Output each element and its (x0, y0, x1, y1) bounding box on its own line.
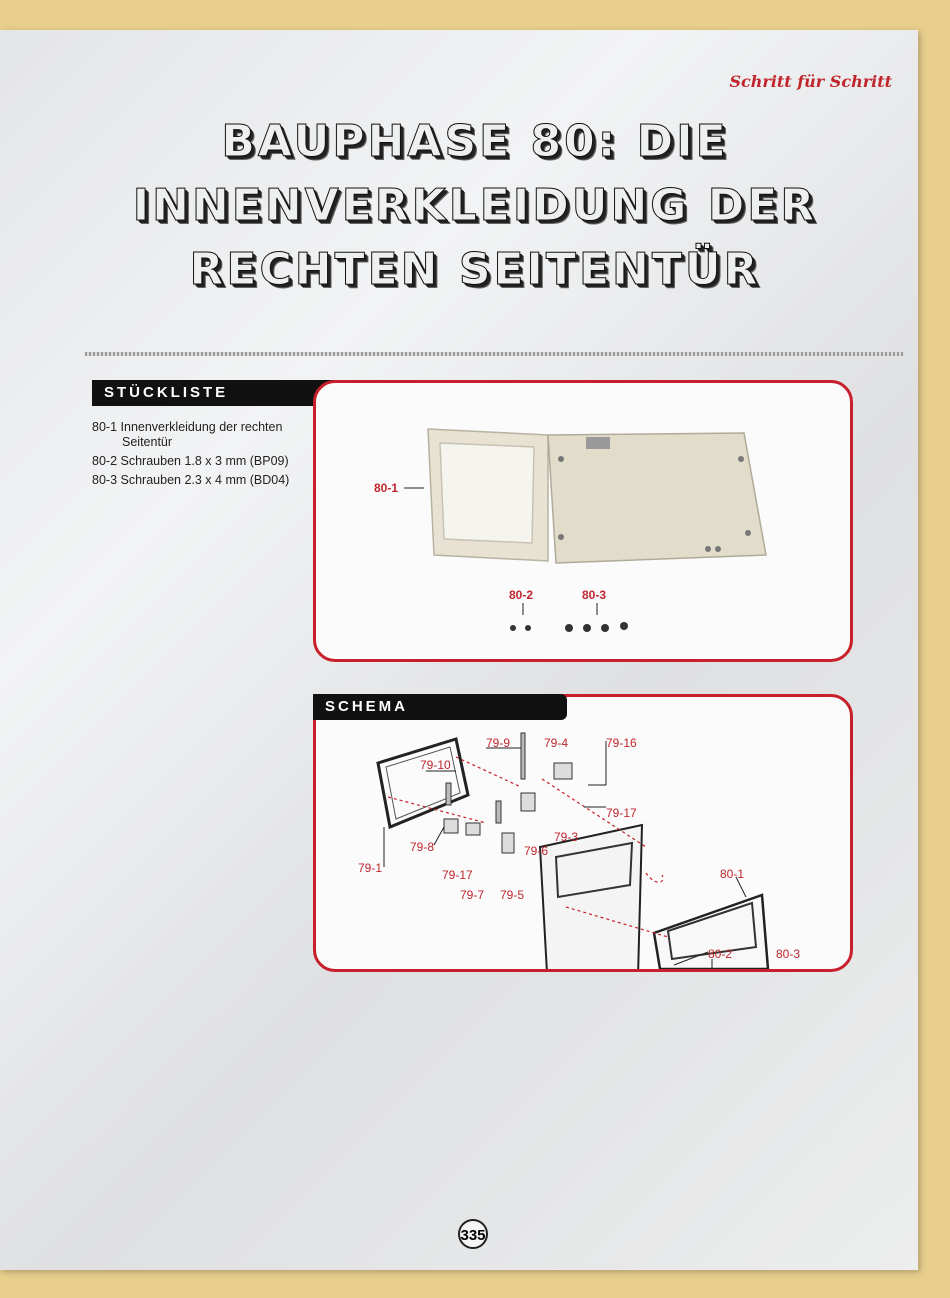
title-line: INNENVERKLEIDUNG DER (132, 180, 818, 231)
label-79-10: 79-10 (420, 758, 451, 772)
part-text-cont: Seitentür (122, 435, 173, 449)
label-79-8: 79-8 (410, 840, 435, 854)
schema-section-label: SCHEMA (313, 694, 567, 720)
callout-80-2: 80-2 (509, 588, 534, 602)
label-80-2: 80-2 (708, 947, 733, 961)
pin-shape (521, 733, 525, 779)
label-79-17: 79-17 (606, 806, 637, 820)
panel-window-shape (440, 443, 534, 543)
label-79-16: 79-16 (606, 736, 637, 750)
part-code: 80-1 (92, 420, 118, 434)
parts-list (92, 420, 312, 492)
callout-80-1: 80-1 (374, 481, 399, 495)
label-80-1: 80-1 (720, 867, 745, 881)
schema-box (313, 694, 853, 972)
page-title (60, 110, 890, 302)
hinge-shape (554, 763, 572, 779)
label-79-7: 79-7 (460, 888, 485, 902)
panel-bracket-shape (586, 437, 610, 449)
title-line: RECHTEN SEITENTÜR (189, 244, 761, 295)
label-79-4: 79-4 (544, 736, 569, 750)
parts-illustration (316, 383, 850, 659)
window-frame-shape (378, 739, 468, 827)
label-79-1: 79-1 (358, 861, 383, 875)
list-item (92, 420, 312, 450)
callout-80-3: 80-3 (582, 588, 607, 602)
label-79-5: 79-5 (500, 888, 525, 902)
panel-body-shape (548, 433, 766, 563)
label-80-3: 80-3 (776, 947, 801, 961)
part-code: 80-2 (92, 454, 118, 468)
label-79-17b: 79-17 (442, 868, 473, 882)
label-79-3: 79-3 (554, 830, 579, 844)
screws-shape (510, 622, 628, 632)
page-number: 335 (458, 1219, 488, 1249)
part-text: Schrauben 1.8 x 3 mm (BP09) (120, 454, 289, 468)
title-line: BAUPHASE 80: DIE (221, 116, 729, 167)
part-text: Innenverkleidung der rechten (120, 420, 283, 434)
door-shell-shape (540, 825, 642, 969)
parts-section-label: STÜCKLISTE (92, 380, 488, 406)
part-text: Schrauben 2.3 x 4 mm (BD04) (120, 473, 290, 487)
label-79-6: 79-6 (524, 844, 549, 858)
section-kicker: Schritt für Schritt (729, 72, 892, 91)
schema-diagram (316, 697, 850, 969)
label-79-9: 79-9 (486, 736, 511, 750)
part-code: 80-3 (92, 473, 118, 487)
list-item (92, 454, 312, 469)
divider (85, 352, 905, 356)
list-item (92, 473, 312, 488)
parts-photo-box (313, 380, 853, 662)
